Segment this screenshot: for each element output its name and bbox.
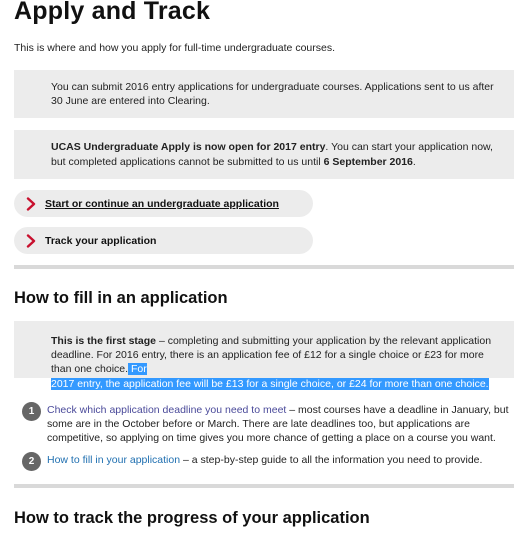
selected-text-1: For xyxy=(128,363,147,376)
deadline-link[interactable]: Check which application deadline you need to meet xyxy=(47,404,287,416)
notice-2017-bold-lead: UCAS Undergraduate Apply is now open for 2017 entry xyxy=(51,141,326,153)
first-stage-text xyxy=(51,334,504,391)
step-2 xyxy=(22,452,512,472)
section-divider xyxy=(14,265,514,269)
step-1-body: – most courses have a deadline in January, but some are in the October before or March. There are late deadlines too, but applications are competitive, so applying on time gives you more chance of getting a place on a course you want. xyxy=(47,404,509,445)
first-stage-bold: This is the first stage xyxy=(51,335,157,347)
chevron-right-icon xyxy=(25,197,37,211)
section-divider xyxy=(14,484,514,488)
track-section-title: How to track the progress of your application xyxy=(14,509,370,527)
fill-application-guide-link[interactable]: How to fill in your application xyxy=(47,454,181,466)
first-stage-panel xyxy=(14,321,514,390)
track-application-label: Track your application xyxy=(45,234,157,247)
first-stage-body: – completing and submitting your application by the relevant application deadline. For 2016 entry, there is an application fee of £12 for a single choice or £23 for more than one choice. xyxy=(51,335,492,376)
notice-2016-entry xyxy=(14,70,514,118)
selected-text-2: 2017 entry, the application fee will be £13 for a single choice, or £24 for more than one choice. xyxy=(51,377,489,390)
page-title: Apply and Track xyxy=(14,0,211,25)
start-application-button[interactable] xyxy=(14,190,313,217)
chevron-right-icon xyxy=(25,234,37,248)
intro-text: This is where and how you apply for full-time undergraduate courses. xyxy=(14,42,335,54)
notice-2017-entry xyxy=(14,130,514,179)
step-2-body: – a step-by-step guide to all the information you need to provide. xyxy=(180,454,483,466)
step-1 xyxy=(22,402,512,446)
notice-2017-end: . xyxy=(412,155,416,168)
start-application-label: Start or continue an undergraduate application xyxy=(45,197,279,210)
step-number-badge: 1 xyxy=(22,402,41,421)
step-2-text xyxy=(47,453,509,467)
step-number-badge: 2 xyxy=(22,452,41,471)
notice-2016-text: You can submit 2016 entry applications for undergraduate courses. Applications sent to us after 30 June are entered into Clearing. xyxy=(51,80,494,107)
fill-section-title: How to fill in an application xyxy=(14,289,228,307)
notice-2017-date: 6 September 2016 xyxy=(323,155,413,168)
step-1-text xyxy=(47,403,509,446)
notice-2017-body: . You can start your application now, but completed applications cannot be submitted to us until xyxy=(51,141,493,168)
notice-2017-text xyxy=(51,140,500,169)
track-application-button[interactable] xyxy=(14,227,313,254)
